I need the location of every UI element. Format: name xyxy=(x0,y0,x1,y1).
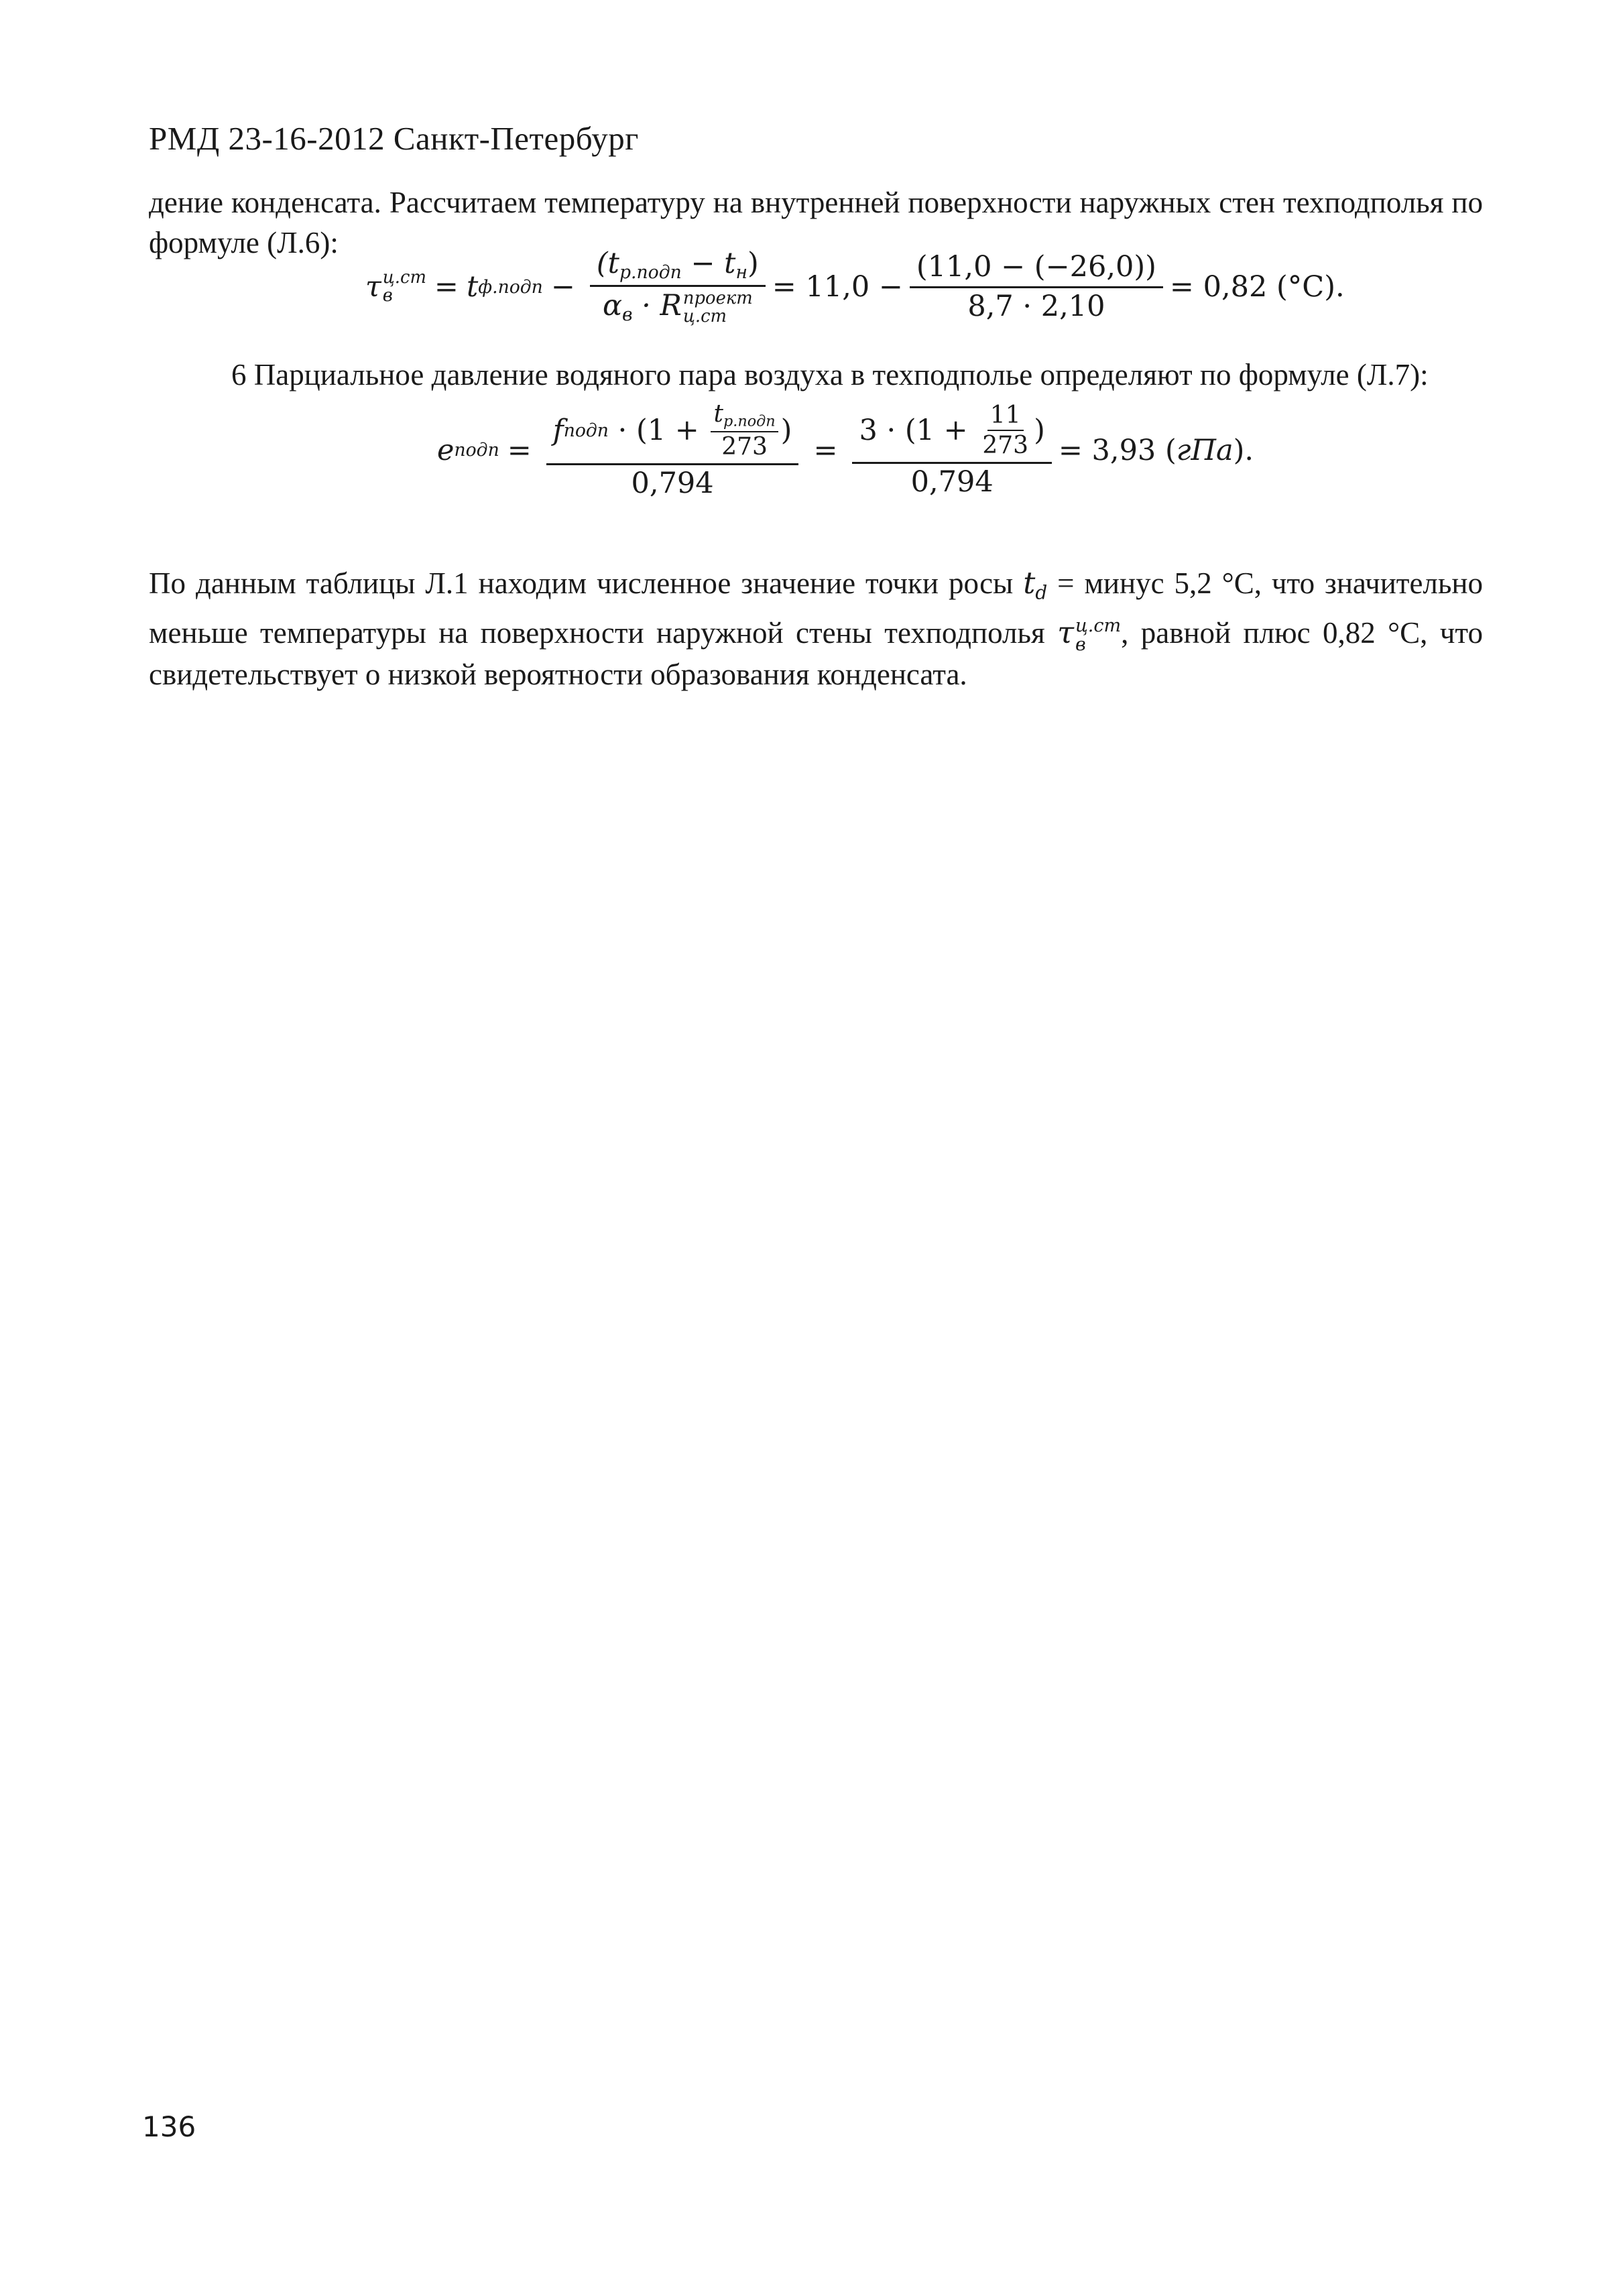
formula-2-f1-close: ) xyxy=(780,413,792,447)
formula-1-f1-den-R-indices xyxy=(683,290,753,326)
formula-2-inner-fraction-1-denominator: 273 xyxy=(721,433,768,461)
formula-1-f1-num-sub2: н xyxy=(735,261,747,283)
formula-1-lhs-symbol: τ xyxy=(365,270,381,304)
formula-2-fraction-2 xyxy=(852,402,1051,498)
formula-2-inner-t: t xyxy=(713,400,723,428)
formula-2-lhs-symbol: e xyxy=(437,433,455,467)
formula-1-fraction-2 xyxy=(910,251,1163,322)
formula-1-f1-den-alpha: α xyxy=(602,289,622,323)
formula-1-f1-den-R: · R xyxy=(632,289,682,323)
formula-2-inner-fraction-2-denominator: 273 xyxy=(982,432,1029,460)
formula-1-lhs-sup: ц.ст xyxy=(382,267,426,288)
page-number: 136 xyxy=(142,2110,196,2143)
paragraph-3-td xyxy=(1023,565,1048,604)
formula-1-f1-den-R-sub: ц.ст xyxy=(682,306,727,327)
page-header-title: РМД 23-16-2012 Санкт-Петербург xyxy=(149,120,639,157)
paragraph-dew-point-conclusion xyxy=(149,563,1483,694)
formula-1-f1-den-alpha-sub: в xyxy=(622,304,633,326)
formula-2-inner-fraction-1-numerator xyxy=(711,401,778,432)
formula-1-f1-num-close: ) xyxy=(747,247,759,280)
paragraph-3-tau xyxy=(1057,615,1122,655)
formula-1-term-sub: ф.подп xyxy=(478,276,543,298)
formula-1-fraction-2-denominator: 8,7 · 2,10 xyxy=(967,289,1105,323)
formula-inner-surface-temperature xyxy=(365,248,1345,326)
formula-2-result-close: ). xyxy=(1233,433,1254,467)
formula-1-value-1: = 11,0 − xyxy=(772,270,903,304)
formula-1-f1-den-R-sup: проект xyxy=(682,288,753,309)
formula-2-fraction-2-denominator: 0,794 xyxy=(910,465,994,499)
formula-2-inner-fraction-1 xyxy=(711,401,778,461)
paragraph-3-td-sub: d xyxy=(1035,581,1048,604)
formula-2-equals-2: = xyxy=(813,433,838,467)
paragraph-3-tau-sub: в xyxy=(1075,633,1086,655)
formula-2-fraction-1-denominator: 0,794 xyxy=(631,466,714,500)
formula-2-inner-fraction-2-numerator: 11 xyxy=(987,402,1024,432)
formula-2-fraction-1 xyxy=(546,401,799,499)
paragraph-vapor-pressure-intro: 6 Парциальное давление водяного пара воздуха в техподполье определяют по формуле (Л.7): xyxy=(231,358,1429,391)
formula-2-f2-lead: 3 · (1 + xyxy=(859,413,977,447)
formula-2-fraction-1-numerator xyxy=(546,401,799,465)
formula-2-f2-close: ) xyxy=(1034,413,1045,447)
formula-2-fraction-2-numerator xyxy=(852,402,1051,464)
formula-1-lhs-sub: в xyxy=(382,286,393,306)
formula-1-f1-num-sub1: р.подп xyxy=(619,261,682,283)
formula-1-fraction-1-numerator xyxy=(590,248,766,287)
formula-1-minus: − xyxy=(550,270,575,304)
formula-1-fraction-2-numerator: (11,0 − (−26,0)) xyxy=(910,251,1163,288)
paragraph-3-part-2: = минус 5,2 °С, что значительно меньше температуры на поверхности наружной стены техподполья xyxy=(149,566,1483,650)
formula-2-f-sub: подп xyxy=(563,420,609,441)
paragraph-condensate-intro: дение конденсата. Рассчитаем температуру на внутренней поверхности наружных стен техподполья по формуле (Л.6): xyxy=(149,186,1483,259)
formula-1-fraction-1 xyxy=(590,248,766,326)
formula-2-inner-t-sub: р.подп xyxy=(723,412,776,430)
paragraph-3-tau-indices xyxy=(1075,617,1121,655)
formula-partial-vapor-pressure xyxy=(437,401,1254,499)
formula-2-equals-1: = xyxy=(507,433,532,467)
formula-1-fraction-1-denominator xyxy=(596,287,760,326)
formula-2-f-symbol: f xyxy=(552,413,564,447)
paragraph-3-part-3: , равной плюс 0,82 °С, что свидетельствует о низкой вероятности образования конденсата. xyxy=(149,616,1483,692)
formula-2-inner-fraction-2 xyxy=(979,402,1031,459)
formula-1-f1-num-open: (t xyxy=(596,247,619,280)
paragraph-3-part-1: По данным таблицы Л.1 находим численное значение точки росы xyxy=(149,566,1024,600)
formula-1-result: = 0,82 (°C). xyxy=(1169,270,1345,304)
formula-1-equals: = xyxy=(434,270,459,304)
formula-1-term-symbol: t xyxy=(466,270,479,304)
formula-1-lhs-indices xyxy=(383,269,426,305)
paragraph-3-tau-sup: ц.ст xyxy=(1075,615,1122,636)
formula-2-lhs-sub: подп xyxy=(454,440,499,461)
paragraph-3-td-symbol: t xyxy=(1023,565,1036,601)
formula-2-result-unit: гПа xyxy=(1176,433,1234,467)
formula-2-result-value: = 3,93 ( xyxy=(1058,433,1177,467)
formula-2-f1-mid: · (1 + xyxy=(608,413,709,447)
formula-1-f1-num-mid: − t xyxy=(681,247,736,280)
paragraph-3-tau-symbol: τ xyxy=(1057,615,1074,651)
